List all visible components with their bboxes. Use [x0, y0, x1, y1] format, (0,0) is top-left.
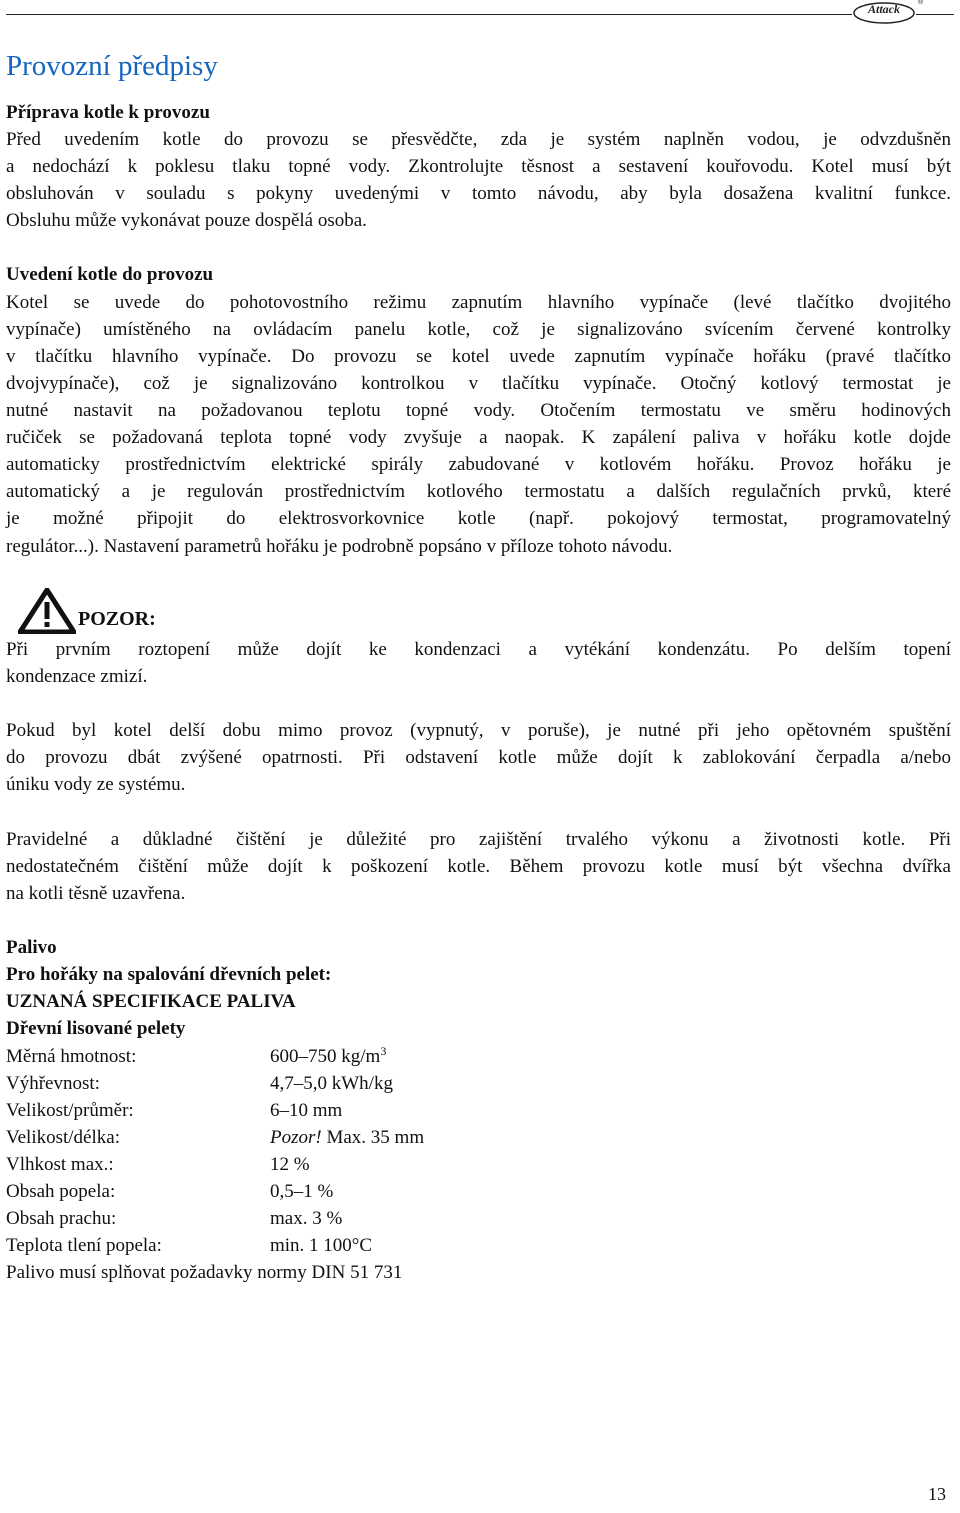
- section-heading-startup: Uvedení kotle do provozu: [6, 264, 214, 285]
- paragraph-line: do provozu dbát zvýšené opatrnosti. Při odstavení kotle může dojít k zablokování čerpadla a/nebo: [6, 747, 951, 768]
- page-number: 13: [928, 1484, 946, 1504]
- paragraph-line: je možné připojit do elektrosvorkovnice kotle (např. pokojový termostat, programovatelný: [6, 508, 951, 529]
- paragraph-line: Obsluhu může vykonávat pouze dospělá osoba.: [6, 210, 367, 231]
- fuel-norm: Palivo musí splňovat požadavky normy DIN 51 731: [6, 1262, 403, 1283]
- fuel-subheading: Pro hořáky na spalování dřevních pelet:: [6, 964, 332, 985]
- paragraph-line: Před uvedením kotle do provozu se přesvědčte, zda je systém naplněn vodou, je odvzdušněn: [6, 129, 951, 150]
- warning-label: POZOR:: [78, 608, 156, 630]
- spec-value: 0,5–1 %: [270, 1181, 334, 1202]
- warning-text-line: kondenzace zmizí.: [6, 666, 148, 687]
- warning-triangle-icon: [18, 588, 76, 634]
- spec-label: Velikost/délka:: [6, 1127, 120, 1148]
- paragraph-line: vypínače) umístěného na ovládacím panelu kotle, což je signalizováno svícením červené kontrolky: [6, 319, 951, 340]
- fuel-heading: Palivo: [6, 937, 57, 958]
- spec-label: Výhřevnost:: [6, 1073, 100, 1094]
- paragraph-line: a nedochází k poklesu tlaku topné vody. Zkontrolujte těsnost a sestavení kouřovodu. Kotel musí být: [6, 156, 951, 177]
- paragraph-line: v tlačítku hlavního vypínače. Do provozu se kotel uvede zapnutím vypínače hořáku (pravé tlačítko: [6, 346, 951, 367]
- fuel-product: Dřevní lisované pelety: [6, 1018, 186, 1039]
- spec-value: 12 %: [270, 1154, 310, 1175]
- spec-label: Velikost/průměr:: [6, 1100, 134, 1121]
- logo-registered-mark: ®: [918, 0, 924, 6]
- paragraph-line: obsluhován v souladu s pokyny uvedenými v tomto návodu, aby byla dosažena kvalitní funkce.: [6, 183, 951, 204]
- paragraph-line: na kotli těsně uzavřena.: [6, 883, 186, 904]
- spec-value-emphasis: Pozor!: [270, 1127, 322, 1148]
- paragraph-line: Kotel se uvede do pohotovostního režimu zapnutím hlavního vypínače (levé tlačítko dvojitého: [6, 292, 951, 313]
- paragraph-line: regulátor...). Nastavení parametrů hořáku je podrobně popsáno v příloze tohoto návodu.: [6, 536, 673, 557]
- spec-label: Vlhkost max.:: [6, 1154, 114, 1175]
- spec-value: max. 3 %: [270, 1208, 343, 1229]
- paragraph-line: dvojvypínače), což je signalizováno kontrolkou v tlačítku vypínače. Otočný kotlový termostat je: [6, 373, 951, 394]
- paragraph-line: Pravidelné a důkladné čištění je důležité pro zajištění trvalého výkonu a životnosti kotle. Při: [6, 829, 951, 850]
- header-rule: [6, 14, 852, 15]
- page-title: Provozní předpisy: [6, 50, 218, 82]
- spec-label: Obsah prachu:: [6, 1208, 117, 1229]
- logo-text: Attack: [868, 2, 900, 16]
- spec-value: 4,7–5,0 kWh/kg: [270, 1073, 393, 1094]
- spec-value: 600–750 $kg/m^3$: [270, 1044, 387, 1067]
- spec-label: Obsah popela:: [6, 1181, 116, 1202]
- paragraph-line: ručiček se požadovaná teplota topné vody zvyšuje a naopak. K zapálení paliva v hořáku kotle dojde: [6, 427, 951, 448]
- spec-superscript: 3: [380, 1044, 387, 1058]
- paragraph-line: úniku vody ze systému.: [6, 774, 186, 795]
- paragraph-line: Pokud byl kotel delší dobu mimo provoz (vypnutý, v poruše), je nutné při jeho opětovném spuštění: [6, 720, 951, 741]
- spec-value: min. 1 100°C: [270, 1235, 373, 1256]
- spec-label: Měrná hmotnost:: [6, 1046, 137, 1067]
- paragraph-line: automatický a je regulován prostřednictvím kotlového termostatu a dalších regulačních prvků, které: [6, 481, 951, 502]
- spec-value: 6–10 mm: [270, 1100, 343, 1121]
- paragraph-line: nutné nastavit na požadovanou teplotu topné vody. Otočením termostatu ve směru hodinových: [6, 400, 951, 421]
- spec-value: Pozor! Max. 35 mm: [270, 1127, 425, 1148]
- warning-text-line: Při prvním roztopení může dojít ke kondenzaci a vytékání kondenzátu. Po delším topení: [6, 639, 951, 660]
- header-rule-right: [916, 14, 954, 15]
- spec-label: Teplota tlení popela:: [6, 1235, 162, 1256]
- paragraph-line: nedostatečném čištění může dojít k poškození kotle. Během provozu kotle musí být všechna dvířka: [6, 856, 951, 877]
- paragraph-line: automaticky prostřednictvím elektrické spirály zabudované v kotlovém hořáku. Provoz hořáku je: [6, 454, 951, 475]
- fuel-spec-title: UZNANÁ SPECIFIKACE PALIVA: [6, 991, 296, 1012]
- section-heading-preparation: Příprava kotle k provozu: [6, 102, 210, 123]
